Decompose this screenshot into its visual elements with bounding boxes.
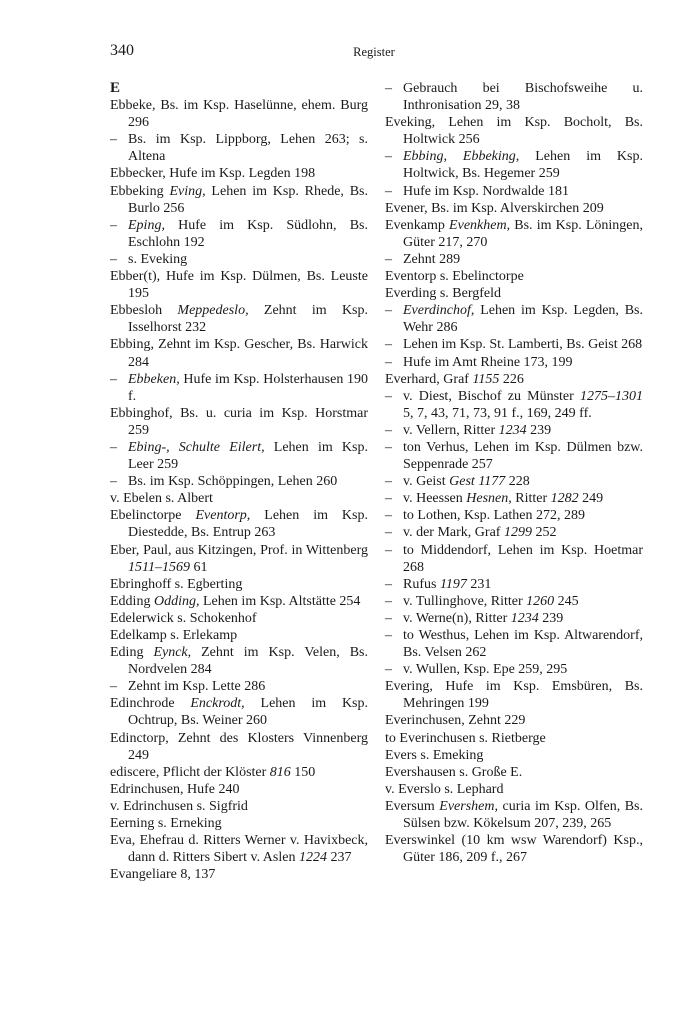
subentry-dash: – bbox=[385, 508, 392, 524]
entry-text: Everding s. Bergfeld bbox=[385, 286, 501, 302]
subentry-dash: – bbox=[385, 149, 392, 165]
entry-text: ton Verhus, Lehen im Ksp. Dülmen bzw. Seppenrade 257 bbox=[403, 439, 643, 473]
index-subentry bbox=[385, 627, 643, 661]
entry-text: Gebrauch bei Bischofsweihe u. Inthronisation 29, 38 bbox=[403, 81, 643, 114]
italic-text: 1155 bbox=[472, 371, 500, 387]
entry-text: Zehnt im Ksp. Lette 286 bbox=[128, 679, 266, 695]
entry-text: Ebbing, Zehnt im Ksp. Gescher, Bs. Harwick 284 bbox=[110, 337, 368, 370]
italic-text: 1234 bbox=[510, 610, 539, 626]
index-entry bbox=[385, 268, 643, 285]
index-entry bbox=[110, 781, 368, 798]
entry-text: Ebelinctorpe bbox=[110, 508, 196, 524]
italic-text: Hesnen, bbox=[466, 491, 512, 507]
entry-text: Hufe im Amt Rheine 173, 199 bbox=[403, 354, 573, 370]
index-subentry bbox=[385, 251, 643, 268]
entry-text: v. Heessen bbox=[403, 491, 467, 507]
entry-text: Evering, Hufe im Ksp. Emsbüren, Bs. Mehringen 199 bbox=[385, 679, 643, 712]
entry-text: Eveking, Lehen im Ksp. Bocholt, Bs. Holtwick 256 bbox=[385, 115, 643, 148]
index-subentry bbox=[110, 371, 368, 405]
index-subentry bbox=[110, 678, 368, 695]
italic-text: Ebbing, Ebbeking, bbox=[403, 149, 520, 165]
index-entry bbox=[110, 97, 368, 131]
entry-text: 239 bbox=[526, 422, 552, 438]
entry-text: ediscere, Pflicht der Klöster bbox=[110, 764, 270, 780]
index-subentry bbox=[110, 473, 368, 490]
page-number: 340 bbox=[110, 42, 134, 59]
left-column bbox=[110, 80, 368, 883]
running-head: Register bbox=[353, 45, 395, 59]
index-subentry bbox=[110, 439, 368, 473]
entry-text: Ebber(t), Hufe im Ksp. Dülmen, Bs. Leuste 195 bbox=[110, 269, 368, 302]
entry-text: Edrinchusen, Hufe 240 bbox=[110, 781, 240, 797]
index-entry bbox=[385, 285, 643, 302]
entry-text: Everswinkel (10 km wsw Warendorf) Ksp., Güter 186, 209 f., 267 bbox=[385, 833, 643, 866]
index-entry bbox=[385, 114, 643, 148]
index-subentry bbox=[385, 336, 643, 353]
index-entry bbox=[110, 866, 368, 883]
index-entry bbox=[110, 302, 368, 336]
entry-text: 237 bbox=[326, 850, 352, 866]
entry-text: 231 bbox=[466, 576, 492, 592]
subentry-dash: – bbox=[385, 354, 392, 370]
italic-text: Meppedeslo, bbox=[177, 303, 249, 319]
subentry-dash: – bbox=[110, 439, 117, 455]
index-subentry bbox=[385, 542, 643, 576]
subentry-dash: – bbox=[385, 337, 392, 353]
italic-text: 1260 bbox=[526, 593, 555, 609]
entry-text: Lehen im Ksp. St. Lamberti, Bs. Geist 268 bbox=[403, 337, 643, 353]
entry-text: Eding bbox=[110, 645, 154, 661]
index-subentry bbox=[385, 490, 643, 507]
entry-text: to Lothen, Ksp. Lathen 272, 289 bbox=[403, 508, 585, 524]
italic-text: 1234 bbox=[498, 422, 527, 438]
italic-text: Enckrodt, bbox=[190, 696, 245, 712]
index-subentry bbox=[385, 148, 643, 182]
entry-text: Eber, Paul, aus Kitzingen, Prof. in Wittenberg bbox=[110, 542, 368, 558]
entry-text: 249 bbox=[578, 491, 604, 507]
index-entry bbox=[385, 832, 643, 866]
entry-text: v. Vellern, Ritter bbox=[403, 422, 499, 438]
index-entry bbox=[110, 165, 368, 182]
subentry-dash: – bbox=[110, 217, 117, 233]
entry-text: Edelkamp s. Erlekamp bbox=[110, 628, 238, 643]
index-entry bbox=[110, 644, 368, 678]
entry-text: Ebbesloh bbox=[110, 303, 178, 319]
entry-text: Eversum bbox=[385, 798, 440, 814]
entry-text: Lehen im Ksp. Legden, Bs. Wehr 286 bbox=[403, 303, 643, 336]
index-entry bbox=[110, 798, 368, 815]
subentry-dash: – bbox=[385, 388, 392, 404]
index-subentry bbox=[385, 524, 643, 541]
subentry-dash: – bbox=[385, 576, 392, 592]
entry-text: Edinctorp, Zehnt des Klosters Vinnenberg 249 bbox=[110, 730, 368, 763]
index-subentry bbox=[385, 576, 643, 593]
entry-text: v. Ebelen s. Albert bbox=[110, 491, 213, 507]
index-subentry bbox=[385, 593, 643, 610]
index-subentry bbox=[110, 217, 368, 251]
index-entry bbox=[385, 712, 643, 729]
subentry-dash: – bbox=[385, 474, 392, 490]
entry-text: Eva, Ehefrau d. Ritters Werner v. Havixbeck, dann d. Ritters Sibert v. Aslen bbox=[110, 833, 368, 866]
index-subentry bbox=[385, 610, 643, 627]
entry-text: 239 bbox=[538, 610, 564, 626]
subentry-dash: – bbox=[385, 303, 392, 319]
index-entry bbox=[110, 576, 368, 593]
index-entry bbox=[110, 730, 368, 764]
entry-text: Edding bbox=[110, 593, 154, 609]
entry-text: Lehen im Ksp. Holtwick, Bs. Hegemer 259 bbox=[403, 149, 643, 182]
entry-text: Lehen im Ksp. Ochtrup, Bs. Weiner 260 bbox=[128, 696, 369, 729]
italic-text: 816 bbox=[269, 764, 291, 780]
subentry-dash: – bbox=[385, 593, 392, 609]
italic-text: Eynck, bbox=[153, 645, 192, 661]
entry-text: Ebbeking bbox=[110, 183, 170, 199]
italic-text: Gest 1177 bbox=[449, 474, 506, 490]
index-subentry bbox=[385, 473, 643, 490]
entry-text: s. Eveking bbox=[128, 251, 188, 267]
index-entry bbox=[110, 183, 368, 217]
index-subentry bbox=[110, 251, 368, 268]
entry-text: to Everinchusen s. Rietberge bbox=[385, 730, 546, 746]
index-subentry bbox=[385, 661, 643, 678]
entry-text: v. Diest, Bischof zu Münster bbox=[403, 388, 580, 404]
entry-text: Edelerwick s. Schokenhof bbox=[110, 610, 257, 626]
index-entry bbox=[385, 781, 643, 798]
index-entry bbox=[385, 764, 643, 781]
index-entry bbox=[385, 747, 643, 764]
entry-text: 5, 7, 43, 71, 73, 91 f., 169, 249 ff. bbox=[403, 405, 592, 421]
entry-text: Zehnt im Ksp. Isselhorst 232 bbox=[128, 303, 368, 336]
entry-text: Zehnt im Ksp. Velen, Bs. Nordvelen 284 bbox=[128, 645, 368, 678]
subentry-dash: – bbox=[385, 610, 392, 626]
index-entry bbox=[385, 798, 643, 832]
right-entries bbox=[385, 80, 643, 866]
page-header bbox=[110, 42, 638, 66]
section-letter: E bbox=[110, 80, 121, 96]
entry-text: v. Geist bbox=[403, 474, 450, 490]
index-entry bbox=[110, 268, 368, 302]
italic-text: Eving, bbox=[169, 183, 206, 199]
entry-text: Ebbinghof, Bs. u. curia im Ksp. Horstmar 259 bbox=[110, 405, 368, 438]
entry-text: Ebbecker, Hufe im Ksp. Legden 198 bbox=[110, 166, 316, 182]
subentry-dash: – bbox=[110, 474, 117, 490]
index-entry bbox=[110, 336, 368, 370]
index-entry bbox=[110, 764, 368, 781]
subentry-dash: – bbox=[110, 251, 117, 267]
index-entry bbox=[110, 593, 368, 610]
entry-text: 226 bbox=[499, 371, 524, 387]
entry-text: Hufe im Ksp. Südlohn, Bs. Eschlohn 192 bbox=[128, 217, 368, 250]
entry-text: to Middendorf, Lehen im Ksp. Hoetmar 268 bbox=[403, 542, 643, 575]
index-entry bbox=[385, 730, 643, 747]
entry-text: Lehen im Ksp. Diestedde, Bs. Entrup 263 bbox=[128, 508, 368, 541]
subentry-dash: – bbox=[385, 183, 392, 199]
entry-text: Evangeliare 8, 137 bbox=[110, 867, 216, 883]
italic-text: Eping, bbox=[128, 217, 165, 233]
entry-text: Zehnt 289 bbox=[403, 251, 461, 267]
index-entry bbox=[110, 695, 368, 729]
entry-text: v. Werne(n), Ritter bbox=[403, 610, 511, 626]
entry-text: 245 bbox=[554, 593, 579, 609]
index-subentry bbox=[385, 80, 643, 114]
subentry-dash: – bbox=[110, 371, 117, 387]
entry-text: Bs. im Ksp. Löningen, Güter 217, 270 bbox=[403, 217, 644, 250]
subentry-dash: – bbox=[385, 251, 392, 267]
italic-text: Everdinchof, bbox=[403, 303, 475, 319]
entry-text: v. Edrinchusen s. Sigfrid bbox=[110, 798, 248, 814]
index-entry bbox=[110, 542, 368, 576]
italic-text: 1197 bbox=[439, 576, 467, 592]
entry-text: Ritter bbox=[511, 491, 551, 507]
italic-text: 1224 bbox=[298, 850, 327, 866]
entry-text: Lehen im Ksp. Leer 259 bbox=[128, 439, 368, 473]
italic-text: Evenkhem, bbox=[449, 217, 511, 233]
index-subentry bbox=[385, 302, 643, 336]
index-entry bbox=[385, 678, 643, 712]
index-subentry bbox=[110, 131, 368, 165]
entry-text: Edinchrode bbox=[110, 696, 191, 712]
subentry-dash: – bbox=[385, 422, 392, 438]
subentry-dash: – bbox=[385, 662, 392, 678]
entry-text: Everhard, Graf bbox=[385, 371, 473, 387]
entry-text: Evershausen s. Große E. bbox=[385, 764, 523, 780]
subentry-dash: – bbox=[385, 542, 392, 558]
entry-text: Hufe im Ksp. Holsterhausen 190 f. bbox=[128, 371, 368, 404]
italic-text: Ebbeken, bbox=[128, 371, 180, 387]
entry-text: Eerning s. Erneking bbox=[110, 816, 222, 832]
index-subentry bbox=[385, 354, 643, 371]
entry-text: 228 bbox=[505, 474, 530, 490]
index-subentry bbox=[385, 183, 643, 200]
entry-text: 150 bbox=[290, 764, 316, 780]
subentry-dash: – bbox=[385, 628, 392, 643]
index-subentry bbox=[385, 507, 643, 524]
entry-text: Evers s. Emeking bbox=[385, 747, 484, 763]
entry-text: Rufus bbox=[403, 576, 440, 592]
entry-text: Ebringhoff s. Egberting bbox=[110, 576, 243, 592]
subentry-dash: – bbox=[385, 439, 392, 455]
index-subentry bbox=[385, 422, 643, 439]
italic-text: Ebing-, Schulte Eilert, bbox=[128, 439, 265, 455]
entry-text: 252 bbox=[531, 525, 557, 541]
entry-text: Evenkamp bbox=[385, 217, 450, 233]
index-entry bbox=[110, 627, 368, 644]
italic-text: Eventorp, bbox=[195, 508, 251, 524]
index-entry bbox=[385, 371, 643, 388]
entry-text: Bs. im Ksp. Schöppingen, Lehen 260 bbox=[128, 474, 338, 490]
entry-text: curia im Ksp. Olfen, Bs. Sülsen bzw. Kökelsum 207, 239, 265 bbox=[403, 798, 644, 832]
subentry-dash: – bbox=[110, 679, 117, 695]
entry-text: Eventorp s. Ebelinctorpe bbox=[385, 269, 524, 285]
index-entry bbox=[110, 507, 368, 541]
index-subentry bbox=[385, 388, 643, 422]
entry-text: v. Everslo s. Lephard bbox=[385, 781, 504, 797]
index-entry bbox=[110, 832, 368, 866]
index-subentry bbox=[385, 439, 643, 473]
index-entry bbox=[110, 405, 368, 439]
italic-text: 1299 bbox=[503, 525, 532, 541]
entry-text: Bs. im Ksp. Lippborg, Lehen 263; s. Altena bbox=[128, 132, 368, 165]
entry-text: 61 bbox=[189, 559, 208, 575]
subentry-dash: – bbox=[385, 491, 392, 507]
entry-text: Lehen im Ksp. Altstätte 254 bbox=[199, 593, 361, 609]
entry-text: v. Tullinghove, Ritter bbox=[403, 593, 527, 609]
subentry-dash: – bbox=[385, 81, 392, 96]
index-entry bbox=[110, 815, 368, 832]
italic-text: Evershem, bbox=[439, 798, 498, 814]
italic-text: Odding, bbox=[153, 593, 200, 609]
subentry-dash: – bbox=[385, 525, 392, 541]
entry-text: Everinchusen, Zehnt 229 bbox=[385, 713, 526, 729]
entry-text: Lehen im Ksp. Rhede, Bs. Burlo 256 bbox=[128, 183, 369, 216]
left-entries bbox=[110, 97, 368, 883]
entry-text: Ebbeke, Bs. im Ksp. Haselünne, ehem. Burg 296 bbox=[110, 98, 368, 131]
index-entry bbox=[385, 217, 643, 251]
entry-text: Hufe im Ksp. Nordwalde 181 bbox=[403, 183, 570, 199]
entry-text: Evener, Bs. im Ksp. Alverskirchen 209 bbox=[385, 200, 604, 216]
entry-text: to Westhus, Lehen im Ksp. Altwarendorf, Bs. Velsen 262 bbox=[403, 628, 643, 661]
italic-text: 1282 bbox=[550, 491, 579, 507]
index-entry bbox=[110, 610, 368, 627]
right-column bbox=[385, 80, 643, 866]
italic-text: 1511–1569 bbox=[128, 559, 190, 575]
subentry-dash: – bbox=[110, 132, 117, 148]
index-entry bbox=[110, 490, 368, 507]
entry-text: v. der Mark, Graf bbox=[403, 525, 504, 541]
entry-text: v. Wullen, Ksp. Epe 259, 295 bbox=[403, 662, 568, 678]
index-entry bbox=[385, 200, 643, 217]
italic-text: 1275–1301 bbox=[580, 388, 643, 404]
